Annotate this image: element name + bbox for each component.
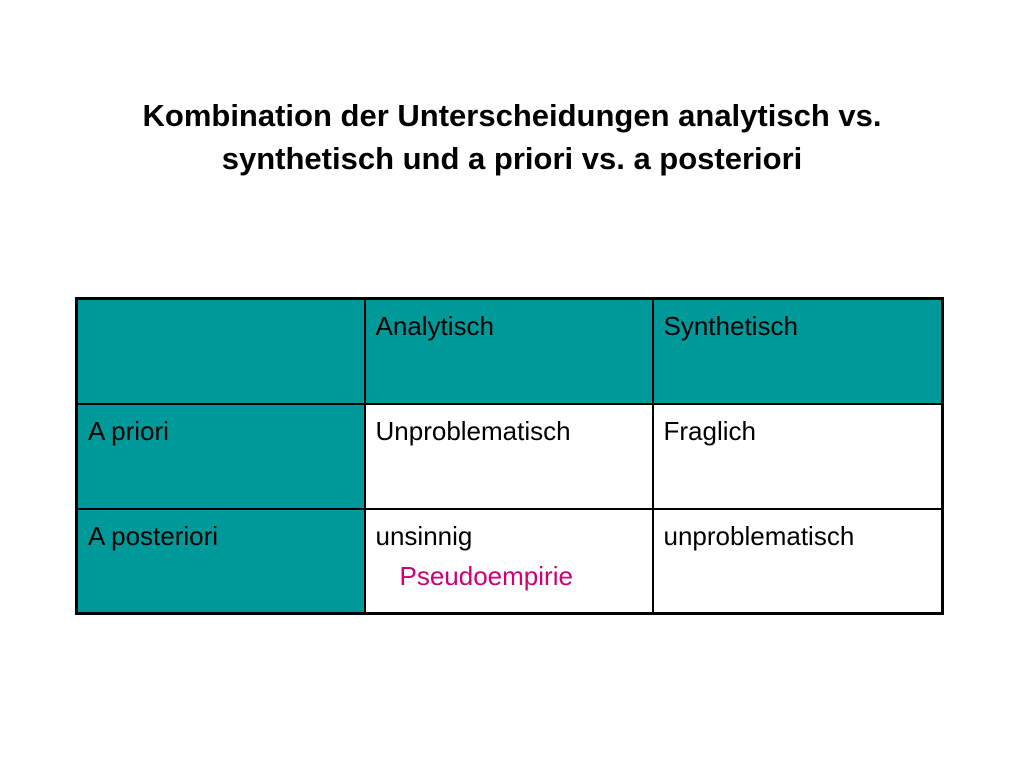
table-header-row [77,299,943,404]
row-label-a-priori: A priori [77,404,365,509]
slide-title [0,94,1024,180]
cell-a-priori-synthetisch: Fraglich [653,404,943,509]
cell-value: unsinnig [375,520,473,551]
title-line-1: Kombination der Unterscheidungen analytisch vs. [142,98,882,133]
title-line-2: synthetisch und a priori vs. a posteriori [221,141,803,176]
header-empty-cell [77,299,365,404]
table-row [77,404,943,509]
cell-a-priori-analytisch: Unproblematisch [365,404,653,509]
table-row [77,509,943,614]
header-analytisch: Analytisch [365,299,653,404]
pseudoempirie-note: Pseudoempirie [399,560,573,591]
row-label-a-posteriori: A posteriori [77,509,365,614]
comparison-table [75,297,944,615]
cell-a-posteriori-synthetisch: unproblematisch [653,509,943,614]
header-synthetisch: Synthetisch [653,299,943,404]
cell-a-posteriori-analytisch [365,509,653,614]
